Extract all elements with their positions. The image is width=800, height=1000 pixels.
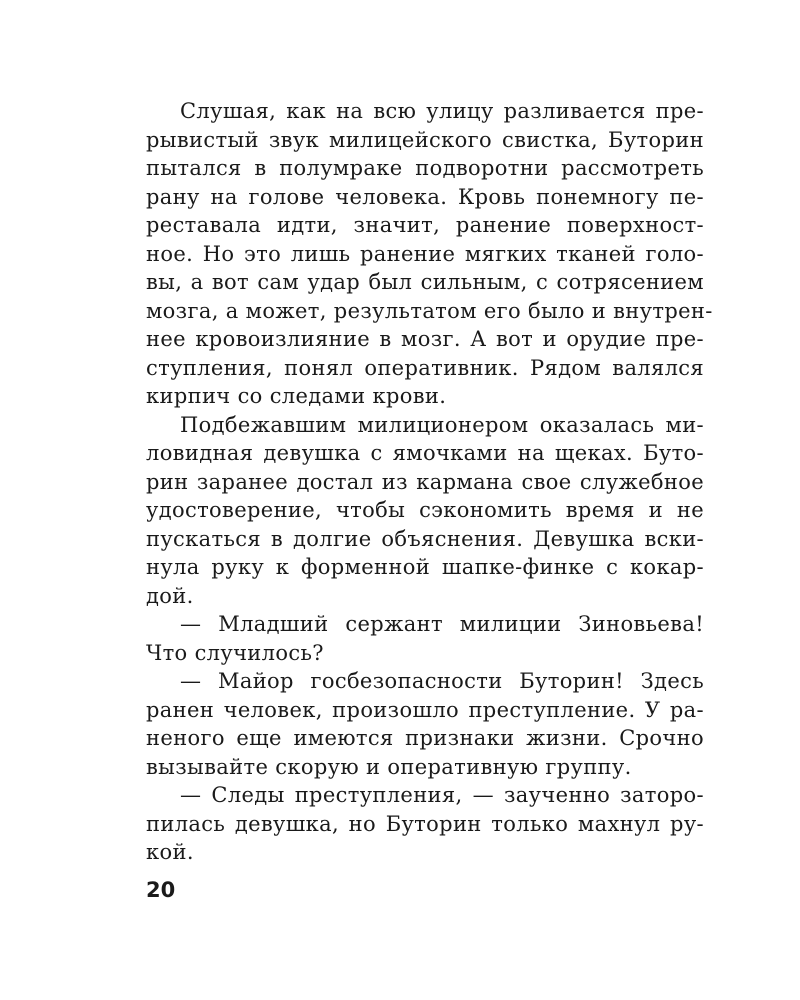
text-line: ловидная девушка с ямочками на щеках. Буто-	[146, 441, 704, 465]
paragraph-5	[146, 781, 704, 867]
text-line: мозга, а может, результатом его было и внутрен-	[146, 298, 713, 323]
text-line: кирпич со следами крови.	[146, 384, 447, 408]
text-line: вы, а вот сам удар был сильным, с сотрясением	[146, 270, 704, 294]
text-line: — Следы преступления, — заученно заторо-	[180, 783, 704, 807]
paragraph-3	[146, 610, 704, 667]
text-line: пускаться в долгие объяснения. Девушка вски-	[146, 526, 704, 551]
text-line: пытался в полумраке подворотни рассмотреть	[146, 156, 704, 180]
text-line: пилась девушка, но Буторин только махнул ру-	[146, 811, 704, 836]
text-line: ное. Но это лишь ранение мягких тканей голо-	[146, 241, 704, 266]
text-line: реставала идти, значит, ранение поверхност-	[146, 213, 704, 237]
text-line: ступления, понял оперативник. Рядом валялся	[146, 355, 704, 380]
text-line: Что случилось?	[146, 640, 324, 665]
text-line: ранен человек, произошло преступление. У ра-	[146, 697, 704, 722]
paragraph-1	[146, 97, 713, 411]
page-number: 20	[146, 878, 176, 902]
text-line: неного еще имеются признаки жизни. Срочно	[146, 726, 704, 750]
page-body	[146, 97, 713, 867]
text-line: нула руку к форменной шапке-финке с кокар-	[146, 555, 704, 579]
text-line: Слушая, как на всю улицу разливается пре-	[180, 99, 704, 123]
text-line: — Майор госбезопасности Буторин! Здесь	[180, 669, 704, 693]
text-line: Подбежавшим милиционером оказалась ми-	[180, 412, 704, 437]
text-line: рывистый звук милицейского свистка, Буторин	[146, 127, 704, 152]
text-line: дой.	[146, 583, 194, 608]
text-line: кой.	[146, 840, 194, 864]
text-line: рану на голове человека. Кровь понемногу пе-	[146, 184, 704, 209]
text-line: удостоверение, чтобы сэкономить время и не	[146, 498, 704, 522]
text-line: рин заранее достал из кармана свое служебное	[146, 469, 704, 494]
paragraph-4	[146, 667, 704, 781]
text-line: — Младший сержант милиции Зиновьева!	[180, 612, 704, 636]
paragraph-2	[146, 411, 704, 611]
text-line: нее кровоизлияние в мозг. А вот и орудие пре-	[146, 327, 704, 351]
text-line: вызывайте скорую и оперативную группу.	[146, 754, 632, 779]
